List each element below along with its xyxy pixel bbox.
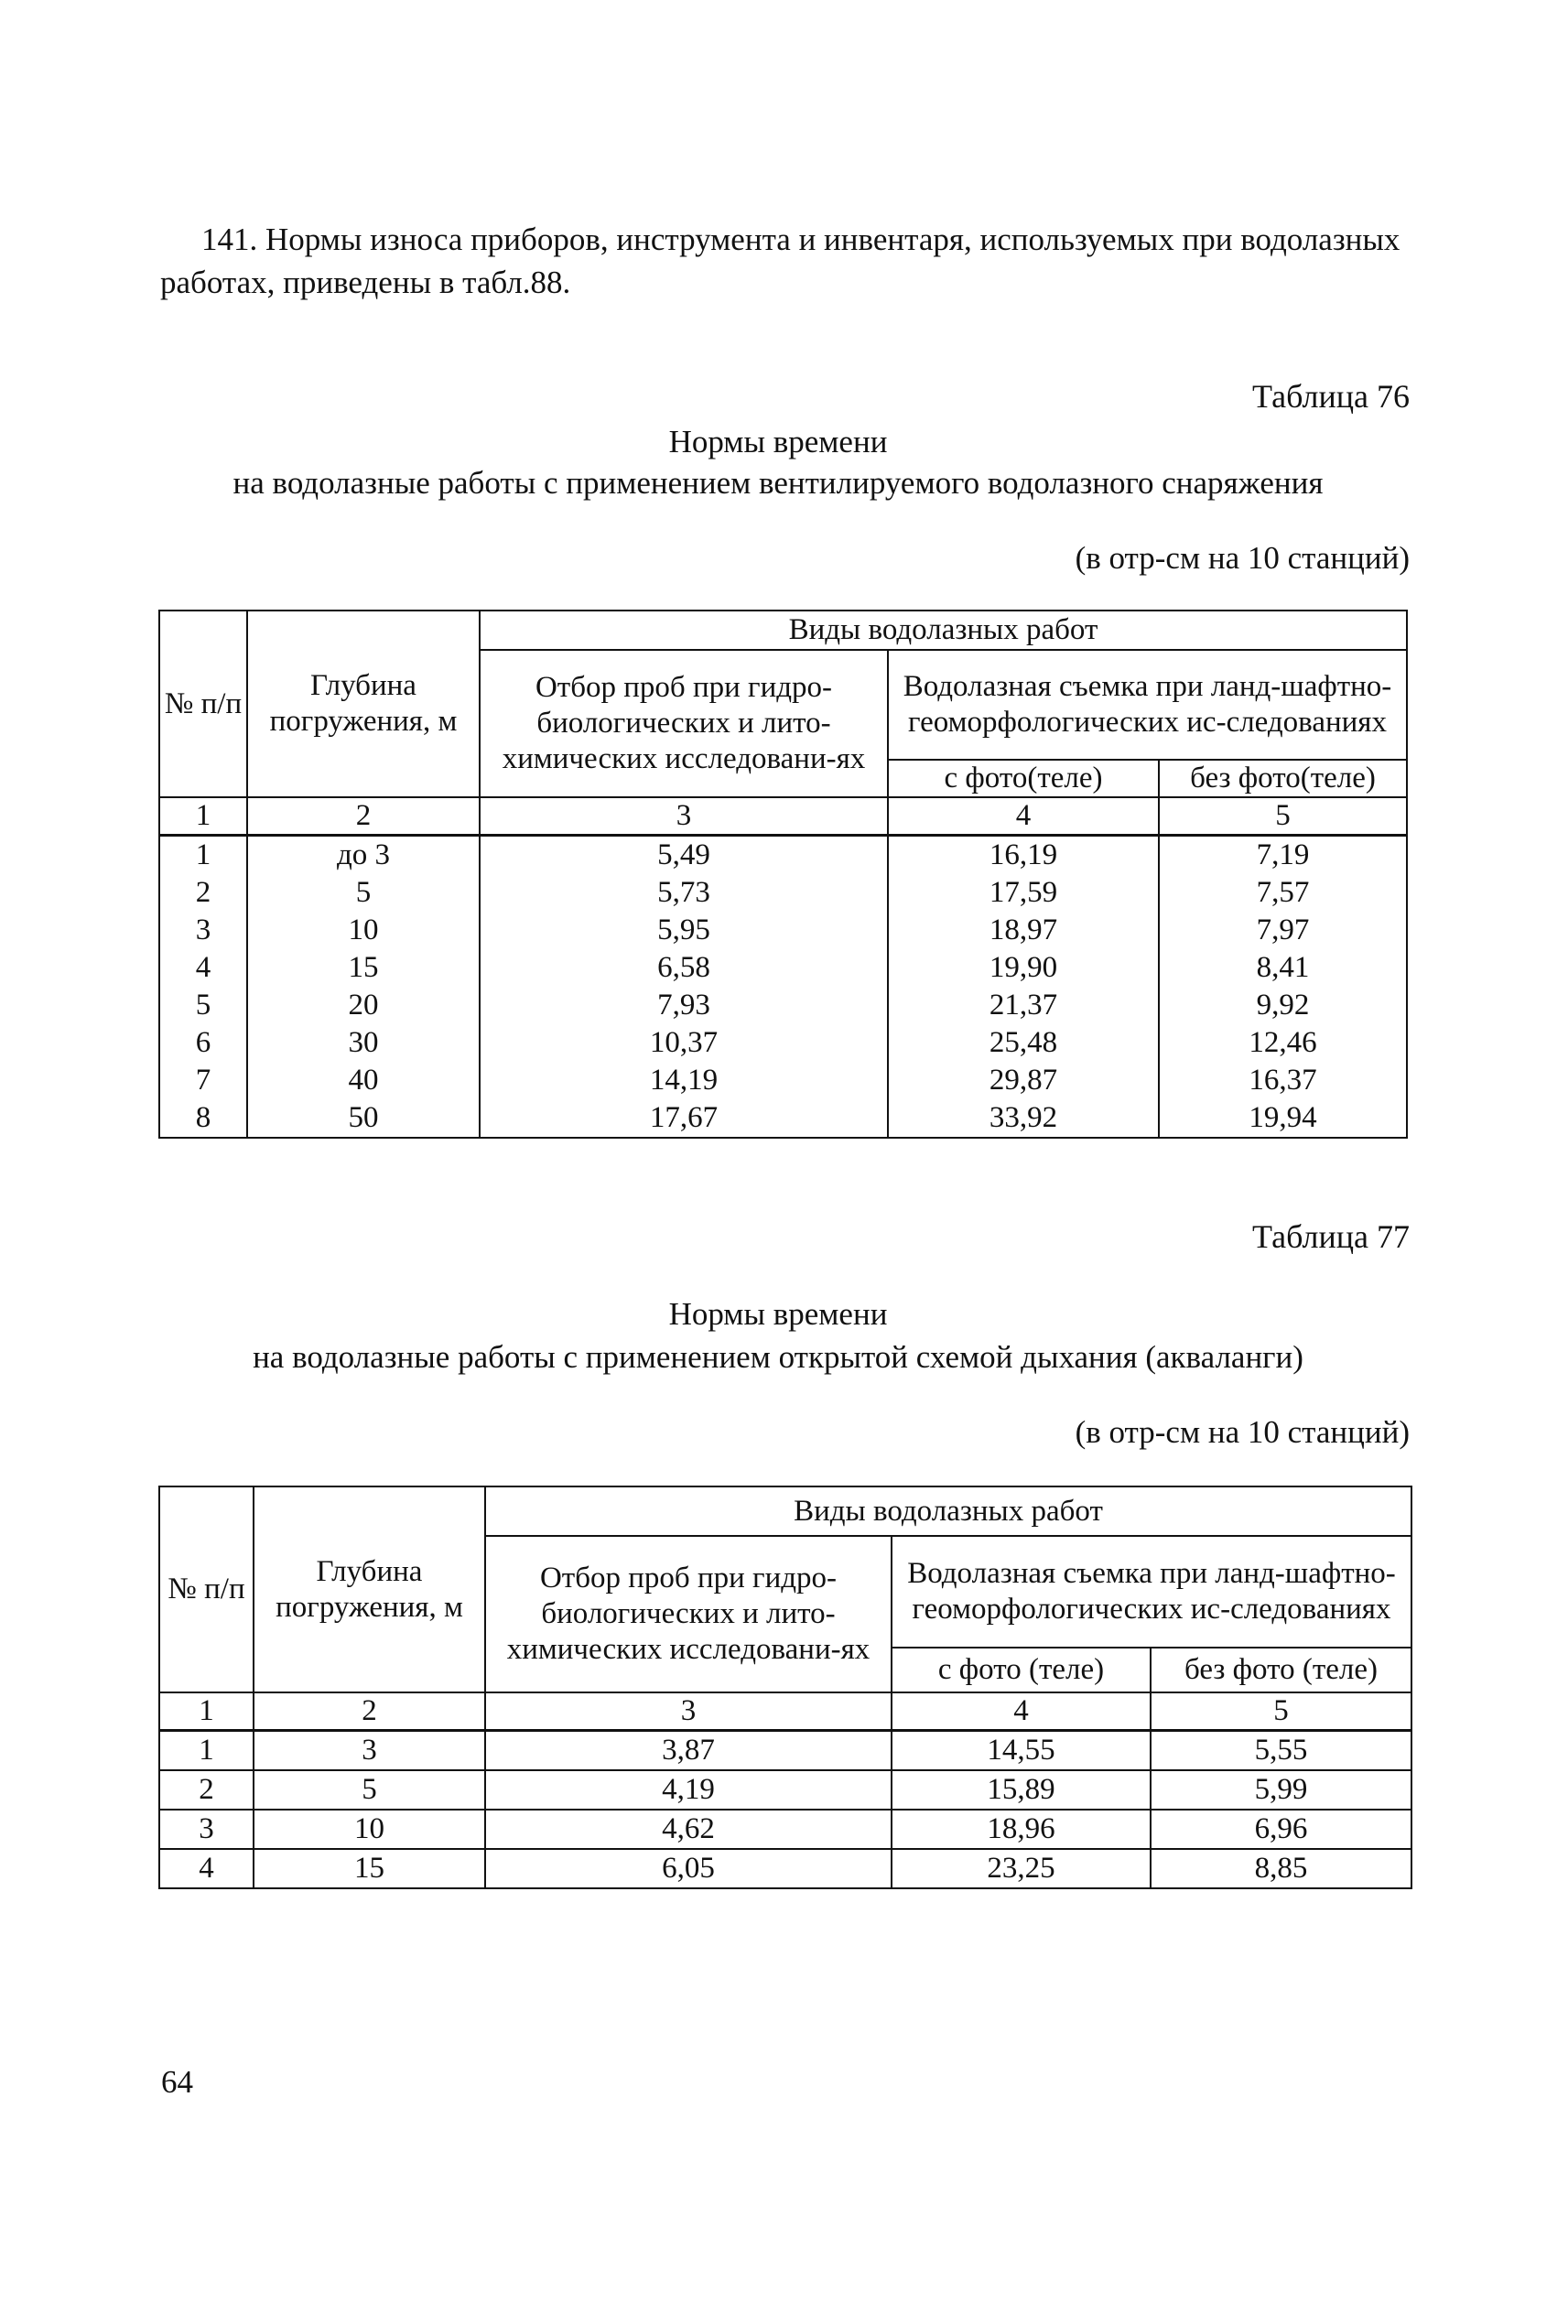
table-cell: 10,37 [480, 1024, 888, 1062]
header-kinds: Виды водолазных работ [480, 611, 1407, 650]
table-cell: 6 [159, 1024, 247, 1062]
table-77-number: Таблица 77 [1252, 1218, 1410, 1255]
table-cell: 23,25 [892, 1849, 1151, 1888]
table-row [159, 836, 1407, 875]
col-number: 3 [480, 797, 888, 836]
table-cell: 4 [159, 1849, 254, 1888]
table-76-subtitle: на водолазные работы с применением вентилируемого водолазного снаряжения [232, 465, 1324, 501]
table-cell: 7,93 [480, 987, 888, 1024]
table-row [159, 987, 1407, 1024]
table-cell: до 3 [247, 836, 480, 875]
table-cell: 15,89 [892, 1770, 1151, 1810]
table-cell: 5 [247, 874, 480, 912]
table-row [159, 1099, 1407, 1138]
table-cell: 8 [159, 1099, 247, 1138]
table-cell: 5,49 [480, 836, 888, 875]
table-77-unit: (в отр-см на 10 станций) [1075, 1414, 1410, 1450]
col-number: 3 [485, 1692, 892, 1731]
table-cell: 19,94 [1159, 1099, 1407, 1138]
table-cell: 3 [254, 1731, 485, 1771]
table-cell: 4 [159, 949, 247, 987]
table-cell: 6,96 [1151, 1810, 1411, 1849]
col-number: 1 [159, 1692, 254, 1731]
table-cell: 50 [247, 1099, 480, 1138]
table-cell: 18,97 [888, 912, 1159, 949]
table-77-title: Нормы времени [668, 1296, 888, 1332]
table-cell: 21,37 [888, 987, 1159, 1024]
table-cell: 5,73 [480, 874, 888, 912]
header-with-photo: с фото (теле) [892, 1648, 1151, 1692]
col-number: 1 [159, 797, 247, 836]
table-cell: 30 [247, 1024, 480, 1062]
table-cell: 29,87 [888, 1062, 1159, 1099]
table-cell: 4,19 [485, 1770, 892, 1810]
header-without-photo: без фото (теле) [1151, 1648, 1411, 1692]
table-row [159, 949, 1407, 987]
header-sampling: Отбор проб при гидро-биологических и лито-химических исследовани-ях [485, 1536, 892, 1692]
col-number: 5 [1151, 1692, 1411, 1731]
table-cell: 7,19 [1159, 836, 1407, 875]
table-cell: 12,46 [1159, 1024, 1407, 1062]
col-number: 2 [247, 797, 480, 836]
col-number: 4 [892, 1692, 1151, 1731]
table-cell: 5 [254, 1770, 485, 1810]
table-76-unit: (в отр-см на 10 станций) [1075, 540, 1410, 576]
table-cell: 6,05 [485, 1849, 892, 1888]
table-cell: 7 [159, 1062, 247, 1099]
header-survey: Водолазная съемка при ланд-шафтно-геоморфологических ис-следованиях [888, 650, 1407, 760]
table-row [159, 1810, 1411, 1849]
col-number: 4 [888, 797, 1159, 836]
table-cell: 16,37 [1159, 1062, 1407, 1099]
table-cell: 3 [159, 912, 247, 949]
table-cell: 3 [159, 1810, 254, 1849]
page-number: 64 [161, 2064, 193, 2100]
table-76 [158, 610, 1408, 1139]
table-cell: 20 [247, 987, 480, 1024]
col-number: 5 [1159, 797, 1407, 836]
header-num: № п/п [159, 611, 247, 797]
table-cell: 2 [159, 1770, 254, 1810]
table-row [159, 1024, 1407, 1062]
table-76-title: Нормы времени [668, 424, 888, 459]
table-76-number: Таблица 76 [1252, 378, 1410, 415]
table-cell: 19,90 [888, 949, 1159, 987]
table-cell: 5,55 [1151, 1731, 1411, 1771]
header-without-photo: без фото(теле) [1159, 760, 1407, 797]
header-kinds: Виды водолазных работ [485, 1486, 1411, 1536]
table-cell: 1 [159, 1731, 254, 1771]
table-cell: 14,19 [480, 1062, 888, 1099]
table-cell: 18,96 [892, 1810, 1151, 1849]
table-row [159, 1849, 1411, 1888]
table-cell: 1 [159, 836, 247, 875]
table-cell: 9,92 [1159, 987, 1407, 1024]
header-depth: Глубина погружения, м [247, 611, 480, 797]
table-cell: 8,41 [1159, 949, 1407, 987]
table-row [159, 1770, 1411, 1810]
header-survey: Водолазная съемка при ланд-шафтно-геоморфологических ис-следованиях [892, 1536, 1411, 1648]
table-77-subtitle: на водолазные работы с применением открытой схемой дыхания (акваланги) [253, 1339, 1303, 1375]
intro-paragraph [160, 218, 1410, 304]
table-cell: 25,48 [888, 1024, 1159, 1062]
table-cell: 16,19 [888, 836, 1159, 875]
table-row [159, 912, 1407, 949]
table-cell: 14,55 [892, 1731, 1151, 1771]
table-cell: 5,95 [480, 912, 888, 949]
table-row [159, 874, 1407, 912]
header-with-photo: с фото(теле) [888, 760, 1159, 797]
col-number: 2 [254, 1692, 485, 1731]
table-cell: 6,58 [480, 949, 888, 987]
table-row [159, 1062, 1407, 1099]
table-cell: 15 [247, 949, 480, 987]
header-depth: Глубина погружения, м [254, 1486, 485, 1692]
table-cell: 17,59 [888, 874, 1159, 912]
intro-text: 141. Нормы износа приборов, инструмента и инвентаря, используемых при водолазных работах, приведены в табл.88. [160, 222, 1400, 300]
table-cell: 7,57 [1159, 874, 1407, 912]
table-cell: 5 [159, 987, 247, 1024]
table-cell: 8,85 [1151, 1849, 1411, 1888]
table-cell: 3,87 [485, 1731, 892, 1771]
table-cell: 40 [247, 1062, 480, 1099]
table-cell: 15 [254, 1849, 485, 1888]
header-num: № п/п [159, 1486, 254, 1692]
table-cell: 2 [159, 874, 247, 912]
table-row [159, 1731, 1411, 1771]
table-cell: 5,99 [1151, 1770, 1411, 1810]
table-cell: 10 [247, 912, 480, 949]
header-sampling: Отбор проб при гидро-биологических и лито-химических исследовани-ях [480, 650, 888, 797]
table-cell: 4,62 [485, 1810, 892, 1849]
table-cell: 7,97 [1159, 912, 1407, 949]
table-cell: 33,92 [888, 1099, 1159, 1138]
table-cell: 10 [254, 1810, 485, 1849]
table-cell: 17,67 [480, 1099, 888, 1138]
table-77 [158, 1486, 1412, 1889]
